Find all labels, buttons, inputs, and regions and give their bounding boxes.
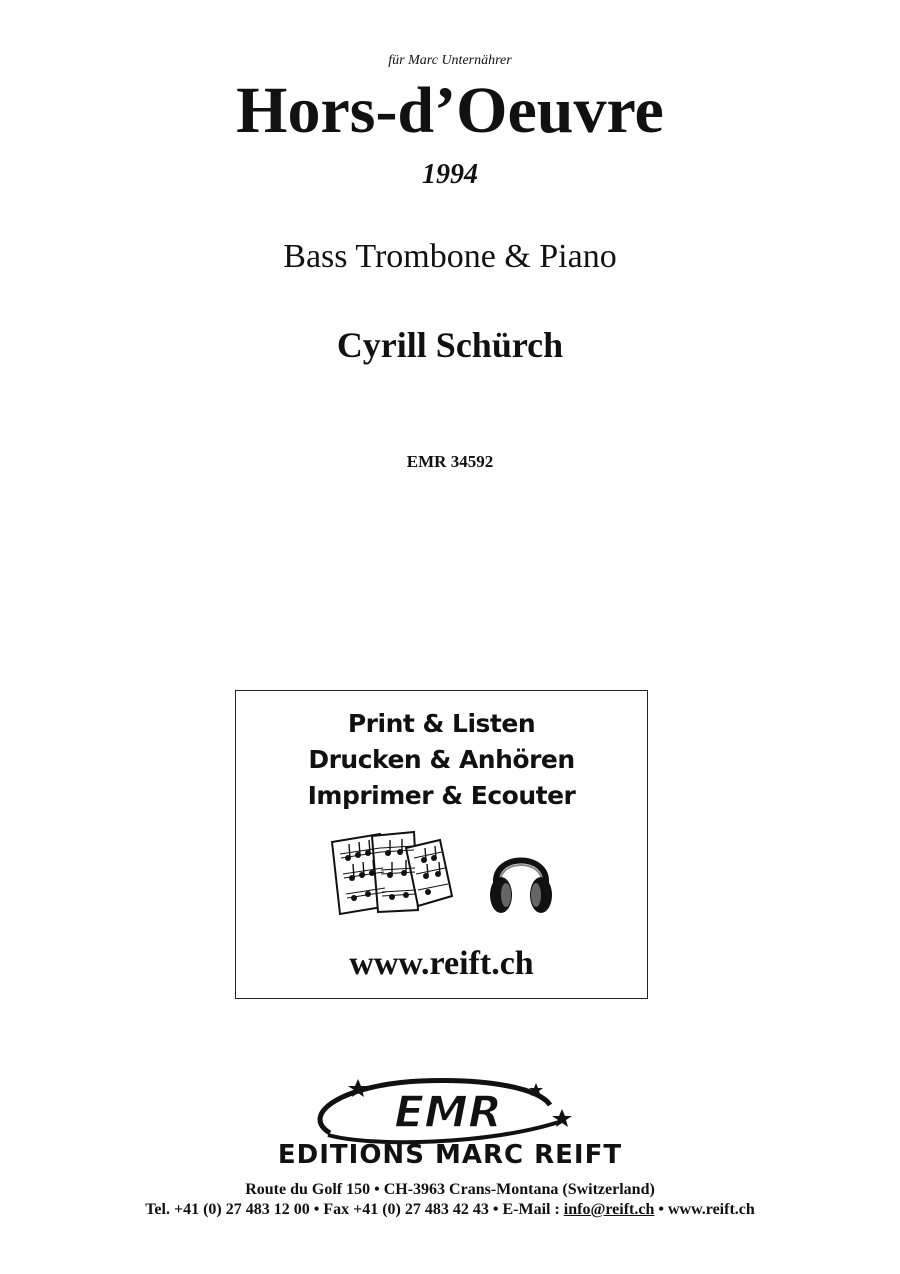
- publisher-address: Route du Golf 150 • CH-3963 Crans-Montana (Switzerland): [245, 1181, 655, 1198]
- contact-separator: •: [654, 1201, 668, 1218]
- promo-line-french: Imprimer & Ecouter: [307, 781, 576, 810]
- headphones-icon: [486, 839, 556, 919]
- composition-year: 1994: [422, 159, 478, 190]
- composer-name: Cyrill Schürch: [336, 325, 564, 365]
- dedication: für Marc Unternährer: [388, 53, 512, 68]
- print-listen-box: [235, 690, 648, 999]
- publisher-name: EDITIONS MARC REIFT: [277, 1140, 623, 1170]
- email-link[interactable]: info@reift.ch: [563, 1201, 655, 1218]
- promo-line-english: Print & Listen: [347, 709, 536, 738]
- promo-website-link[interactable]: www.reift.ch: [349, 945, 534, 982]
- publisher-contact: [0, 1201, 900, 1219]
- catalog-number: EMR 34592: [406, 452, 494, 471]
- emr-logo-text: EMR: [394, 1087, 502, 1138]
- sheet-music-icon: [328, 828, 458, 920]
- emr-logo-icon: [300, 1075, 580, 1145]
- contact-phone-fax: Tel. +41 (0) 27 483 12 00 • Fax +41 (0) 27 483 42 43 • E-Mail :: [145, 1201, 564, 1218]
- instrumentation: Bass Trombone & Piano: [283, 238, 617, 275]
- promo-line-german: Drucken & Anhören: [308, 745, 575, 774]
- page-title: Hors-d’Oeuvre: [236, 74, 664, 147]
- website-link[interactable]: www.reift.ch: [667, 1201, 755, 1218]
